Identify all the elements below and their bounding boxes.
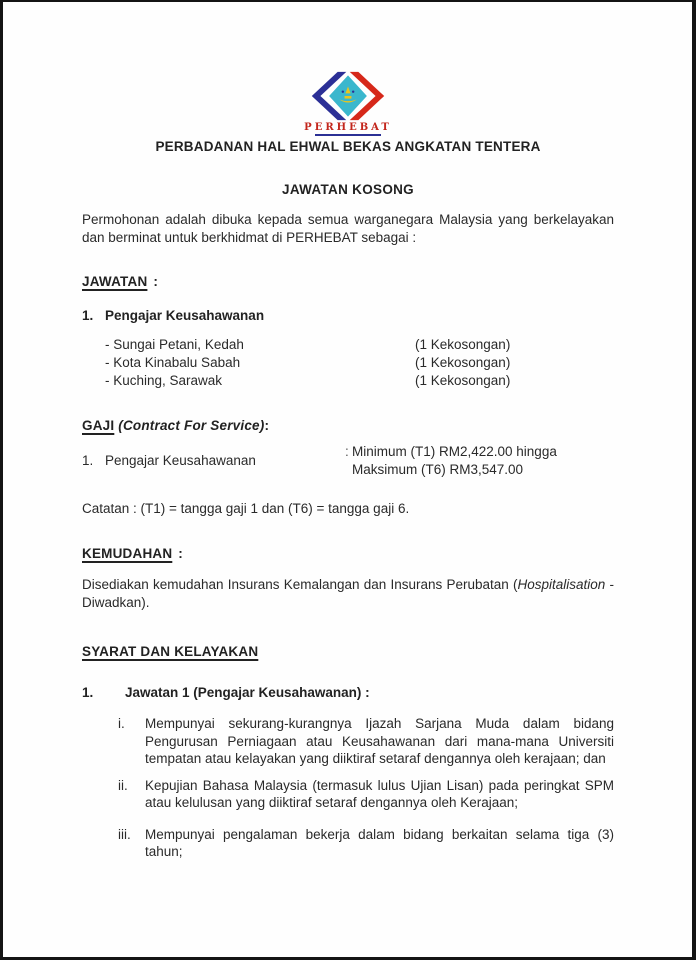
location-name: - Kota Kinabalu Sabah: [105, 355, 241, 370]
location-row: [105, 336, 614, 354]
location-row: [105, 354, 614, 372]
jawatan-item: [82, 307, 614, 324]
salary-minimum: Minimum (T1) RM2,422.00 hingga: [352, 444, 557, 459]
location-row: [105, 372, 614, 390]
location-vacancy: (1 Kekosongan): [415, 373, 511, 388]
doc-title: JAWATAN KOSONG: [282, 182, 414, 197]
requirement-numeral: i.: [118, 716, 125, 731]
gaji-separator: :: [345, 444, 349, 459]
gaji-item-title: Pengajar Keusahawanan: [105, 453, 256, 468]
gaji-heading-note: (Contract For Service): [118, 418, 265, 433]
jawatan-item-title: Pengajar Keusahawanan: [105, 308, 265, 323]
perhebat-wordmark: PERHEBAT: [304, 122, 392, 133]
requirement-point: [118, 715, 614, 768]
syarat-item: [82, 684, 614, 701]
requirement-text: Mempunyai sekurang-kurangnya Ijazah Sarjana Muda dalam bidang Pengurusan Perniagaan atau Keusahawanan dari mana-mana Universiti tempatan atau kelayakan yang diiktiraf setaraf dengannya oleh kerajaan; dan: [145, 716, 614, 766]
location-name: - Kuching, Sarawak: [105, 373, 223, 388]
page-edge-left: [0, 0, 3, 960]
page-edge-right: [692, 0, 696, 960]
perhebat-logo-icon: [292, 71, 404, 121]
perhebat-wordmark-underline: [315, 134, 381, 136]
requirement-point: [118, 777, 614, 812]
salary-range: [352, 443, 614, 479]
requirement-numeral: iii.: [118, 826, 131, 842]
catatan-note: Catatan : (T1) = tangga gaji 1 dan (T6) = tangga gaji 6.: [82, 501, 410, 516]
requirement-text: Mempunyai pengalaman bekerja dalam bidang berkaitan selama tiga (3) tahun;: [145, 826, 614, 859]
syarat-item-number: 1.: [82, 685, 94, 700]
location-name: - Sungai Petani, Kedah: [105, 337, 244, 352]
kemudahan-text-pre: Disediakan kemudahan Insurans Kemalangan dan Insurans Perubatan (: [82, 577, 518, 592]
location-vacancy: (1 Kekosongan): [415, 337, 511, 352]
kemudahan-heading-colon: :: [178, 546, 183, 561]
kemudahan-heading-text: KEMUDAHAN: [82, 546, 173, 561]
gaji-heading-colon: :: [264, 418, 270, 433]
section-heading-gaji: [82, 417, 614, 434]
jawatan-heading-text: JAWATAN: [82, 274, 148, 289]
gaji-item: [82, 452, 345, 470]
syarat-heading-text: SYARAT DAN KELAYAKAN: [82, 644, 259, 659]
kemudahan-text-italic: Hospitalisation: [517, 577, 606, 592]
org-title: PERBADANAN HAL EHWAL BEKAS ANGKATAN TENTERA: [155, 139, 541, 154]
salary-maximum: Maksimum (T6) RM3,547.00: [352, 462, 524, 477]
jawatan-heading-colon: :: [153, 274, 159, 289]
gaji-heading-text: GAJI: [82, 418, 115, 433]
kemudahan-paragraph: [82, 576, 614, 612]
requirement-numeral: ii.: [118, 777, 128, 793]
gaji-item-number: 1.: [82, 453, 94, 468]
requirement-point: [118, 826, 614, 861]
jawatan-item-number: 1.: [82, 308, 94, 323]
intro-paragraph: Permohonan adalah dibuka kepada semua warganegara Malaysia yang berkelayakan dan berminat untuk berkhidmat di PERHEBAT sebagai :: [82, 212, 614, 245]
document-content: [82, 0, 614, 861]
section-heading-syarat: [82, 643, 614, 660]
kemudahan-text-post: - Diwadkan).: [82, 577, 615, 610]
syarat-item-title: Jawatan 1 (Pengajar Keusahawanan) :: [125, 685, 370, 700]
gaji-item-row: [82, 443, 614, 479]
section-heading-jawatan: [82, 273, 614, 290]
location-list: [105, 336, 614, 390]
section-heading-kemudahan: [82, 545, 614, 562]
perhebat-logo: [82, 71, 614, 136]
location-vacancy: (1 Kekosongan): [415, 355, 511, 370]
requirement-text: Kepujian Bahasa Malaysia (termasuk lulus Ujian Lisan) pada peringkat SPM atau kelulusan yang diiktiraf setaraf dengannya oleh Kerajaan;: [145, 777, 614, 810]
